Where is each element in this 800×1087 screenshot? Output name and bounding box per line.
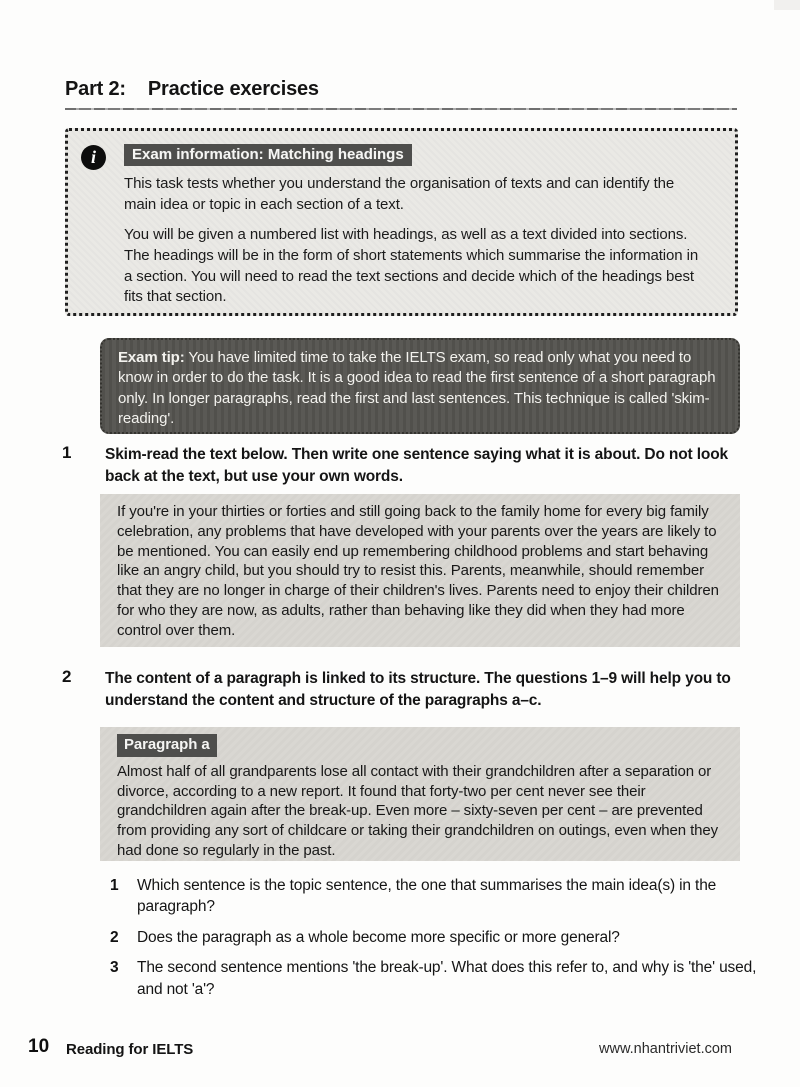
exam-tip-label: Exam tip:	[118, 349, 185, 366]
book-title: Reading for IELTS	[66, 1041, 194, 1058]
scan-smudge	[774, 0, 800, 10]
question-row	[110, 957, 758, 1000]
question-2-text: Does the paragraph as a whole become more specific or more general?	[137, 928, 620, 946]
website-url: www.nhantriviet.com	[599, 1041, 732, 1057]
question-1-number: 1	[110, 877, 119, 894]
exercise-1-passage: If you're in your thirties or forties and still going back to the family home for every big family celebration, any problems that have developed with your parents over the years are likely to be mentioned. You can easily end up remembering childhood problems and start behaving like an angry child, but you should try to resist this. Parents, meanwhile, should remember that they are no longer in charge of their children's lives. Parents need to enjoy their children for who they are now, as adults, rather than behaving like they did when they had more control over them.	[100, 494, 740, 647]
question-3-number: 3	[110, 959, 119, 977]
question-3-text: The second sentence mentions 'the break-up'. What does this refer to, and why is 'the' used, and not 'a'?	[137, 959, 757, 998]
exam-information-heading: Exam information: Matching headings	[124, 144, 412, 166]
page-title-rest: Practice exercises	[147, 78, 319, 100]
paragraph-a-badge: Paragraph a	[117, 734, 217, 757]
question-2-number: 2	[110, 928, 119, 946]
question-list	[110, 875, 758, 1009]
exam-information-paragraph-1: This task tests whether you understand the organisation of texts and can identify the main idea or topic in each section of a text.	[124, 175, 675, 213]
title-divider	[65, 108, 737, 110]
question-row	[110, 875, 758, 918]
exercise-2-number: 2	[62, 667, 72, 686]
paragraph-a-text: Almost half of all grandparents lose all contact with their grandchildren after a separation or divorce, according to a new report. It found that forty-two per cent never see their grandchildren again after the break-up. Even more – sixty-seven per cent – are prevented from providing any sort of childcare or taking their grandchildren on outings, even when they had done so regularly in the past.	[117, 762, 719, 859]
question-1-text: Which sentence is the topic sentence, the one that summarises the main idea(s) in the paragraph?	[137, 877, 717, 916]
exercise-1-instruction: Skim-read the text below. Then write one sentence saying what it is about. Do not look back at the text, but use your own words.	[105, 446, 728, 485]
exercise-2-instruction: The content of a paragraph is linked to its structure. The questions 1–9 will help you to understand the content and structure of the paragraphs a–c.	[105, 670, 731, 709]
exercise-1-number: 1	[62, 443, 72, 462]
page-number: 10	[28, 1036, 50, 1057]
page-title	[65, 78, 319, 101]
exam-tip-box	[100, 338, 740, 434]
question-row	[110, 927, 758, 948]
paragraph-a-box	[100, 727, 740, 861]
exam-information-paragraph-2: You will be given a numbered list with headings, as well as a text divided into sections. The headings will be in the form of short statements which summarise the information in a section. You will need to read the text sections and decide which of the headings best fits that section.	[124, 226, 699, 306]
info-icon: i	[81, 145, 106, 170]
exam-tip-text: You have limited time to take the IELTS exam, so read only what you need to know in order to do the task. It is a good idea to read the first sentence of a short paragraph only. In longer paragraphs, read the first and last sentences. This technique is called 'skim-reading'.	[118, 349, 716, 428]
exam-information-box	[65, 128, 738, 316]
page-title-part: Part 2:	[65, 78, 126, 100]
